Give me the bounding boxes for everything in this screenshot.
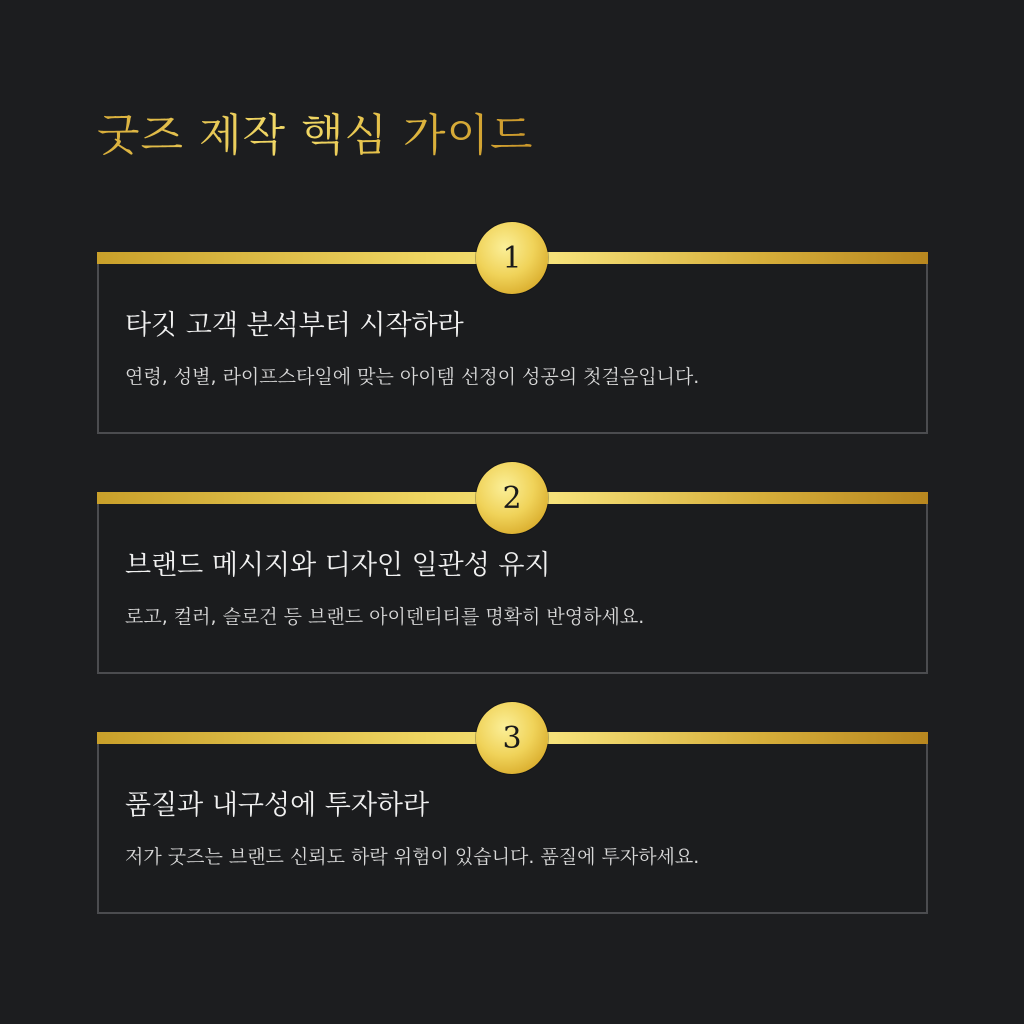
card-heading: 품질과 내구성에 투자하라 [125,790,430,821]
step-number-badge: 3 [476,702,548,774]
guide-card-1 [97,240,928,434]
card-heading: 타깃 고객 분석부터 시작하라 [125,310,464,341]
step-number-badge: 1 [476,222,548,294]
card-description: 로고, 컬러, 슬로건 등 브랜드 아이덴티티를 명확히 반영하세요. [125,606,645,628]
card-description: 저가 굿즈는 브랜드 신뢰도 하락 위험이 있습니다. 품질에 투자하세요. [125,846,700,868]
guide-card-2 [97,480,928,674]
card-description: 연령, 성별, 라이프스타일에 맞는 아이템 선정이 성공의 첫걸음입니다. [125,366,700,388]
guide-card-3 [97,720,928,914]
page-title: 굿즈 제작 핵심 가이드 [97,108,534,164]
step-number-badge: 2 [476,462,548,534]
card-heading: 브랜드 메시지와 디자인 일관성 유지 [125,550,551,581]
